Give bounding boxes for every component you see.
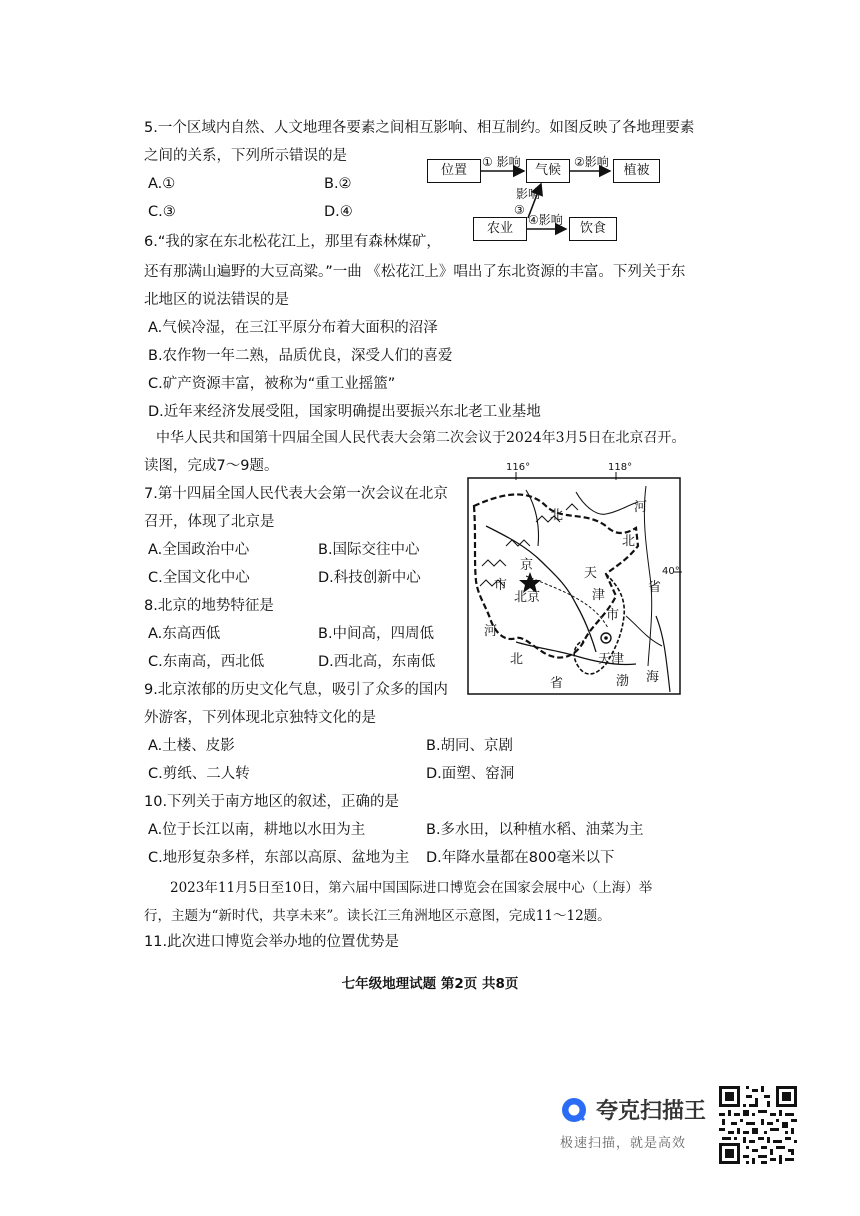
label-influence-2: ②影响 xyxy=(574,155,609,169)
q6-stem-line3: 北地区的说法错误的是 xyxy=(144,292,289,308)
label-influence-4: ④影响 xyxy=(528,213,563,227)
q8-option-c: C.东南高，西北低 xyxy=(148,654,265,670)
q7-option-d: D.科技创新中心 xyxy=(318,570,421,586)
q10-option-b: B.多水田，以种植水稻、油菜为主 xyxy=(426,822,644,838)
map-label-bei3: 北 xyxy=(510,652,524,667)
q6-option-a: A.气候冷湿，在三江平原分布着大面积的沼泽 xyxy=(148,320,438,336)
brand-slogan: 极速扫描，就是高效 xyxy=(560,1136,687,1151)
map-label-shi: 市 xyxy=(494,578,508,593)
q6-option-c: C.矿产资源丰富，被称为“重工业摇篮” xyxy=(148,376,396,392)
box-diet: 饮食 xyxy=(569,217,617,241)
page-footer: 七年级地理试题 第2页 共8页 xyxy=(341,976,519,992)
map-label-jing: 京 xyxy=(520,558,534,573)
intro-7-9-line1: 中华人民共和国第十四届全国人民代表大会第二次会议于2024年3月5日在北京召开。 xyxy=(156,430,686,446)
map-label-he2: 河 xyxy=(484,624,498,639)
q7-option-c: C.全国文化中心 xyxy=(148,570,250,586)
map-label-bo: 渤 xyxy=(616,674,630,689)
q10-option-c: C.地形复杂多样，东部以高原、盆地为主 xyxy=(148,850,410,866)
q9-option-a: A.土楼、皮影 xyxy=(148,738,235,754)
q9-stem-line1: 9.北京浓郁的历史文化气息，吸引了众多的国内 xyxy=(144,682,448,698)
intro-11-12-line1: 2023年11月5日至10日，第六届中国国际进口博览会在国家会展中心（上海）举 xyxy=(170,880,653,896)
q10-stem: 10.下列关于南方地区的叙述，正确的是 xyxy=(144,794,400,810)
map-label-beijing: 北京 xyxy=(514,590,541,605)
lat-40-label: 40° xyxy=(662,566,680,577)
map-label-he: 河 xyxy=(634,500,648,515)
lon-116-label: 116° xyxy=(506,462,531,473)
q6-stem-line1: 6.“我的家在东北松花江上，那里有森林煤矿， xyxy=(144,234,441,250)
label-influence-3b: ③ xyxy=(514,203,525,217)
box-agriculture: 农业 xyxy=(473,217,527,241)
q9-option-c: C.剪纸、二人转 xyxy=(148,766,250,782)
map-label-sheng: 省 xyxy=(648,580,662,595)
q5-option-b: B.② xyxy=(324,176,352,192)
q6-stem-line2: 还有那满山遍野的大豆高粱。”一曲 《松花江上》唱出了东北资源的丰富。下列关于东 xyxy=(144,264,686,280)
map-label-hai: 海 xyxy=(646,670,660,685)
q8-option-a: A.东高西低 xyxy=(148,626,221,642)
q5-stem-line1: 5.一个区域内自然、人文地理各要素之间相互影响、相互制约。如图反映了各地理要素 xyxy=(144,120,695,136)
q9-stem-line2: 外游客，下列体现北京独特文化的是 xyxy=(144,710,376,726)
q8-option-b: B.中间高，四周低 xyxy=(318,626,435,642)
flow-arrows xyxy=(0,0,860,260)
q10-option-a: A.位于长江以南，耕地以水田为主 xyxy=(148,822,366,838)
map-label-jin: 津 xyxy=(592,588,606,603)
map-label-bei: 北 xyxy=(622,534,636,549)
qr-code xyxy=(719,1086,797,1164)
box-climate: 气候 xyxy=(526,159,570,183)
intro-7-9-line2: 读图，完成7～9题。 xyxy=(144,458,279,474)
q6-option-b: B.农作物一年二熟，品质优良，深受人们的喜爱 xyxy=(148,348,453,364)
beijing-tianjin-map xyxy=(466,462,683,696)
q9-option-b: B.胡同、京剧 xyxy=(426,738,514,754)
q6-option-d: D.近年来经济发展受阻，国家明确提出要振兴东北老工业基地 xyxy=(148,404,541,420)
map-label-shi2: 市 xyxy=(606,608,620,623)
lon-118-label: 118° xyxy=(608,462,633,473)
q8-option-d: D.西北高，东南低 xyxy=(318,654,436,670)
q9-option-d: D.面塑、窑洞 xyxy=(426,766,515,782)
qr-code-icon xyxy=(719,1086,797,1164)
q11-stem: 11.此次进口博览会举办地的位置优势是 xyxy=(144,934,400,950)
q5-option-c: C.③ xyxy=(148,204,176,220)
q5-stem-line2: 之间的关系，下列所示错误的是 xyxy=(144,148,347,164)
box-vegetation: 植被 xyxy=(613,159,660,183)
q10-option-d: D.年降水量都在800毫米以下 xyxy=(426,850,615,866)
map-label-sheng2: 省 xyxy=(550,676,564,691)
map-label-bei2: 北 xyxy=(550,508,564,523)
brand-name: 夸克扫描王 xyxy=(596,1099,707,1124)
label-influence-1: ① 影响 xyxy=(482,155,521,169)
label-influence-3a: 影响 xyxy=(516,187,541,201)
q5-option-a: A.① xyxy=(148,176,176,192)
q5-option-d: D.④ xyxy=(324,204,353,220)
map-label-tian: 天 xyxy=(584,566,598,581)
map-label-tianjin: 天津 xyxy=(598,652,625,667)
q8-stem: 8.北京的地势特征是 xyxy=(144,598,274,614)
q7-option-b: B.国际交往中心 xyxy=(318,542,420,558)
box-position: 位置 xyxy=(427,159,481,183)
intro-11-12-line2: 行，主题为“新时代，共享未来”。读长江三角洲地区示意图，完成11～12题。 xyxy=(144,908,611,924)
q7-stem-line2: 召开，体现了北京是 xyxy=(144,514,275,530)
q7-option-a: A.全国政治中心 xyxy=(148,542,250,558)
quark-logo-icon xyxy=(560,1096,588,1124)
q7-stem-line1: 7.第十四届全国人民代表大会第一次会议在北京 xyxy=(144,486,448,502)
